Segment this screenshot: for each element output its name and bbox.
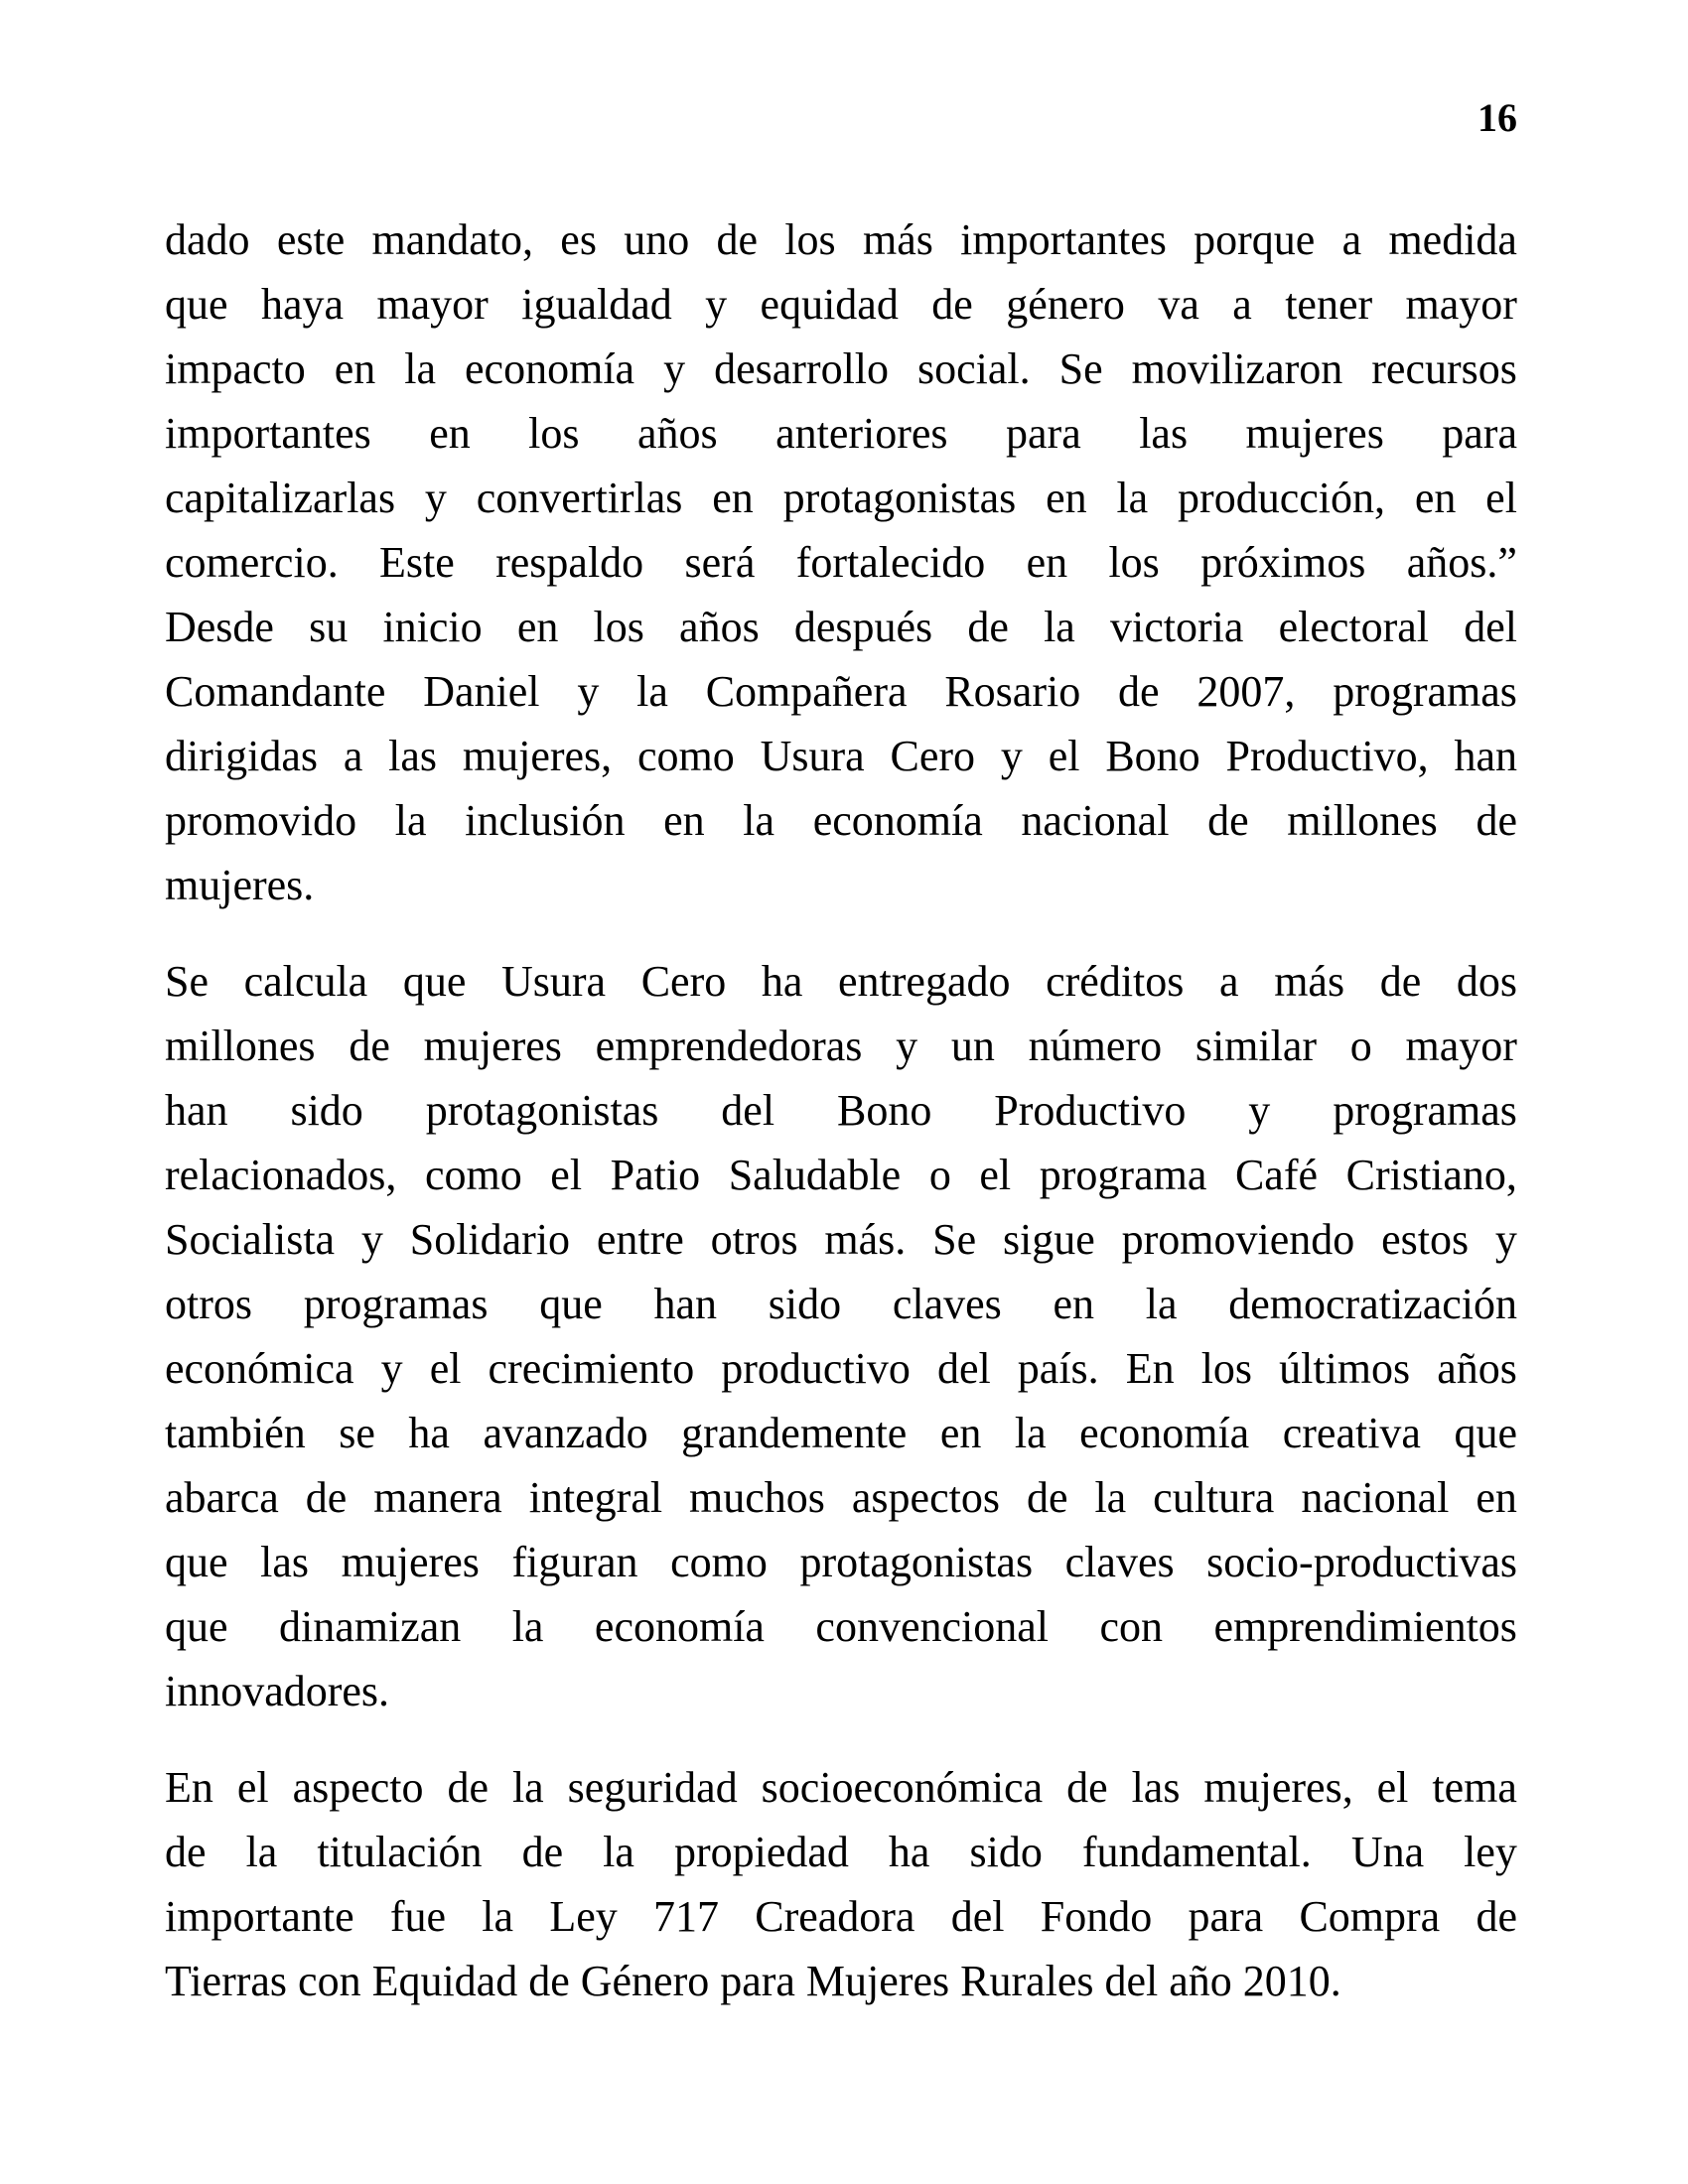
word: haya	[260, 280, 344, 329]
word: aspectos	[851, 1473, 1000, 1522]
word: el	[979, 1151, 1012, 1199]
word: protagonistas	[799, 1538, 1034, 1586]
word: mujeres.	[165, 861, 315, 909]
text-line	[165, 1820, 1517, 1884]
word: desarrollo	[714, 344, 890, 393]
word: que	[402, 957, 467, 1006]
word: nacional	[1021, 796, 1170, 845]
word: en	[1476, 1473, 1517, 1522]
word: con	[1099, 1602, 1163, 1651]
text-line	[165, 1014, 1517, 1078]
word: de	[1207, 796, 1249, 845]
word: el	[1485, 474, 1517, 522]
word: claves	[1064, 1538, 1175, 1586]
word: En	[165, 1763, 213, 1812]
word: Usura	[500, 957, 607, 1006]
word: en	[663, 796, 705, 845]
word: Se	[165, 957, 209, 1006]
word: años.”	[1406, 538, 1517, 587]
word: del	[950, 1892, 1005, 1941]
word: otros	[710, 1215, 798, 1264]
word: Solidario	[409, 1215, 571, 1264]
word: fundamental.	[1081, 1828, 1312, 1876]
word: programas	[303, 1280, 489, 1328]
word: la	[511, 1602, 544, 1651]
word: ha	[761, 957, 803, 1006]
word: la	[394, 796, 427, 845]
word: y	[705, 280, 728, 329]
word: Ley	[549, 1892, 618, 1941]
word: crecimiento	[488, 1344, 695, 1393]
word: equidad	[760, 280, 899, 329]
word: la	[603, 1828, 634, 1876]
text-line	[165, 788, 1517, 853]
word: dinamizan	[278, 1602, 462, 1651]
paragraph	[165, 949, 1517, 1723]
word: creativa	[1282, 1409, 1421, 1457]
word: el	[236, 1763, 269, 1812]
word: más	[862, 215, 933, 264]
word: fortalecido	[795, 538, 986, 587]
word: o	[928, 1151, 951, 1199]
word: Rosario	[944, 667, 1081, 716]
word: a	[343, 732, 363, 780]
word: de	[967, 603, 1009, 651]
word: la	[1094, 1473, 1127, 1522]
word: mayor	[1405, 280, 1517, 329]
word: social.	[917, 344, 1031, 393]
word: calcula	[243, 957, 368, 1006]
word: los	[1200, 1344, 1253, 1393]
word: o	[1349, 1022, 1372, 1070]
word: de	[1066, 1763, 1108, 1812]
text-line	[165, 530, 1517, 595]
word: de	[1379, 957, 1422, 1006]
word: han	[653, 1280, 717, 1328]
text-line	[165, 1530, 1517, 1594]
word: el	[550, 1151, 583, 1199]
word: Este	[379, 538, 455, 587]
word: será	[684, 538, 756, 587]
word: más.	[824, 1215, 907, 1264]
word: mujeres	[423, 1022, 562, 1070]
word: que	[165, 1538, 228, 1586]
word: y	[1248, 1086, 1271, 1135]
word: sigue	[1002, 1215, 1095, 1264]
word: democratización	[1228, 1280, 1517, 1328]
word: Se	[932, 1215, 977, 1264]
word: inclusión	[465, 796, 626, 845]
word: de	[716, 215, 759, 264]
word: uno	[624, 215, 690, 264]
word: Productivo	[994, 1086, 1187, 1135]
word: los	[784, 215, 836, 264]
word: manera	[373, 1473, 502, 1522]
word: porque	[1194, 215, 1316, 264]
word: la	[1014, 1409, 1047, 1457]
word: la	[482, 1892, 514, 1941]
word: impacto	[165, 344, 306, 393]
word: Café	[1234, 1151, 1319, 1199]
word: de	[1476, 1892, 1517, 1941]
word: y	[424, 474, 447, 522]
word: seguridad	[567, 1763, 738, 1812]
text-line	[165, 272, 1517, 337]
word: nacional	[1301, 1473, 1450, 1522]
paragraph	[165, 207, 1517, 917]
word: este	[276, 215, 346, 264]
word: a	[1219, 957, 1239, 1006]
word: y	[896, 1022, 918, 1070]
text-line	[165, 401, 1517, 466]
word: Usura	[760, 732, 865, 780]
word: la	[636, 667, 668, 716]
word: protagonistas	[782, 474, 1017, 522]
text-line	[165, 1465, 1517, 1530]
word: mujeres	[1245, 409, 1384, 458]
word: y	[380, 1344, 403, 1393]
text-line	[165, 1272, 1517, 1336]
word: protagonistas	[425, 1086, 659, 1135]
word: los	[528, 409, 580, 458]
word: grandemente	[681, 1409, 908, 1457]
word: de	[521, 1828, 564, 1876]
word: abarca	[165, 1473, 279, 1522]
word: va	[1158, 280, 1199, 329]
paragraph	[165, 1755, 1517, 2013]
word: capitalizarlas	[165, 474, 396, 522]
word: de	[349, 1022, 390, 1070]
word: Creadora	[755, 1892, 915, 1941]
word: programas	[1333, 1086, 1517, 1135]
word: En	[1125, 1344, 1175, 1393]
word: número	[1028, 1022, 1163, 1070]
word: mujeres,	[1203, 1763, 1353, 1812]
word: fue	[389, 1892, 447, 1941]
word: años	[1437, 1344, 1517, 1393]
word: promoviendo	[1121, 1215, 1355, 1264]
word: avanzado	[483, 1409, 648, 1457]
text-line	[165, 1401, 1517, 1465]
word: promovido	[165, 796, 357, 845]
word: de	[447, 1763, 489, 1812]
word: la	[1116, 474, 1149, 522]
word: millones	[1287, 796, 1438, 845]
word: Patio	[610, 1151, 701, 1199]
word: Comandante	[165, 667, 386, 716]
word: Cero	[890, 732, 976, 780]
word: 717	[652, 1892, 719, 1941]
word: a	[1341, 215, 1362, 264]
word: dado	[165, 215, 250, 264]
word: también	[165, 1409, 306, 1457]
word: se	[339, 1409, 375, 1457]
word: Fondo	[1040, 1892, 1153, 1941]
word: anteriores	[775, 409, 948, 458]
word: comercio.	[165, 538, 339, 587]
word: Compra	[1299, 1892, 1441, 1941]
text-line	[165, 1594, 1517, 1659]
word: Saludable	[728, 1151, 902, 1199]
word: entregado	[838, 957, 1011, 1006]
word: de	[931, 280, 973, 329]
word: créditos	[1046, 957, 1185, 1006]
word: que	[1454, 1409, 1517, 1457]
word: y	[1000, 732, 1023, 780]
word: su	[309, 603, 349, 651]
word: programa	[1039, 1151, 1207, 1199]
word: respaldo	[495, 538, 644, 587]
word: medida	[1388, 215, 1517, 264]
word: y	[1494, 1215, 1517, 1264]
word: importantes	[960, 215, 1167, 264]
word: Cristiano,	[1345, 1151, 1517, 1199]
word: para	[1442, 409, 1517, 458]
word: para	[1006, 409, 1081, 458]
word: ha	[408, 1409, 450, 1457]
text-line	[165, 949, 1517, 1014]
word: las	[388, 732, 438, 780]
word: las	[260, 1538, 309, 1586]
word: Socialista	[165, 1215, 336, 1264]
word: económica	[165, 1344, 354, 1393]
word: Daniel	[423, 667, 540, 716]
word: titulación	[317, 1828, 483, 1876]
word: como	[637, 732, 735, 780]
word: la	[404, 344, 437, 393]
word: sido	[290, 1086, 363, 1135]
word: mandato,	[371, 215, 534, 264]
word: importantes	[165, 409, 371, 458]
text-line	[165, 1659, 1517, 1723]
word: es	[560, 215, 597, 264]
word: mujeres,	[462, 732, 613, 780]
word: de	[1118, 667, 1160, 716]
word: del	[721, 1086, 775, 1135]
word: y	[360, 1215, 383, 1264]
word: tener	[1285, 280, 1373, 329]
word: en	[1046, 474, 1087, 522]
page-number: 16	[1477, 95, 1517, 140]
word: las	[1139, 409, 1189, 458]
word: Se	[1058, 344, 1103, 393]
text-line	[165, 595, 1517, 659]
word: convertirlas	[476, 474, 683, 522]
text-line	[165, 659, 1517, 724]
word: programas	[1333, 667, 1517, 716]
word: socio-productivas	[1206, 1538, 1517, 1586]
word: que	[165, 280, 228, 329]
word: relacionados,	[165, 1151, 397, 1199]
word: los	[1108, 538, 1160, 587]
word: la	[1145, 1280, 1178, 1328]
word: dos	[1456, 957, 1517, 1006]
word: de	[165, 1828, 207, 1876]
word: han	[1454, 732, 1517, 780]
word: de	[1476, 796, 1517, 845]
word: emprendedoras	[595, 1022, 863, 1070]
word: muchos	[689, 1473, 825, 1522]
word: ha	[888, 1828, 930, 1876]
word: recursos	[1371, 344, 1517, 393]
word: años	[636, 409, 718, 458]
word: claves	[892, 1280, 1002, 1328]
text-line	[165, 853, 1517, 917]
word: el	[1048, 732, 1080, 780]
word: como	[670, 1538, 768, 1586]
word: Productivo,	[1225, 732, 1429, 780]
text-line	[165, 1143, 1517, 1207]
word: el	[1376, 1763, 1409, 1812]
word: Desde	[165, 603, 274, 651]
word: que	[165, 1602, 228, 1651]
word: cultura	[1153, 1473, 1275, 1522]
word: la	[245, 1828, 278, 1876]
word: en	[712, 474, 754, 522]
word: para	[1188, 1892, 1264, 1941]
word: el	[429, 1344, 462, 1393]
word: las	[1131, 1763, 1181, 1812]
word: últimos	[1279, 1344, 1411, 1393]
word: en	[429, 409, 471, 458]
word: electoral	[1278, 603, 1430, 651]
word: del	[1464, 603, 1517, 651]
word: producción,	[1178, 474, 1385, 522]
word: movilizaron	[1131, 344, 1343, 393]
word: de	[1026, 1473, 1068, 1522]
word: la	[1044, 603, 1075, 651]
word: próximos	[1200, 538, 1366, 587]
word: sido	[768, 1280, 842, 1328]
word: años	[679, 603, 760, 651]
word: los	[593, 603, 644, 651]
word: del	[936, 1344, 991, 1393]
word: convencional	[815, 1602, 1049, 1651]
word: similar	[1195, 1022, 1318, 1070]
word: Una	[1350, 1828, 1425, 1876]
word: un	[950, 1022, 995, 1070]
word: sido	[969, 1828, 1043, 1876]
text-line	[165, 1884, 1517, 1949]
word: de	[305, 1473, 348, 1522]
word: economía	[594, 1602, 765, 1651]
word: otros	[165, 1280, 252, 1328]
word: economía	[1079, 1409, 1250, 1457]
text-body	[165, 207, 1517, 2013]
word: mayor	[376, 280, 489, 329]
word: tema	[1432, 1763, 1517, 1812]
word: victoria	[1110, 603, 1244, 651]
word: productivo	[721, 1344, 911, 1393]
word: integral	[528, 1473, 663, 1522]
word: más	[1274, 957, 1345, 1006]
word: 2007,	[1196, 667, 1296, 716]
word: y	[577, 667, 600, 716]
word: propiedad	[673, 1828, 849, 1876]
word: Cero	[640, 957, 727, 1006]
word: en	[1414, 474, 1457, 522]
word: después	[793, 603, 933, 651]
text-line	[165, 337, 1517, 401]
word: que	[539, 1280, 603, 1328]
word: estos	[1381, 1215, 1470, 1264]
word: mayor	[1405, 1022, 1517, 1070]
word: socioeconómica	[761, 1763, 1044, 1812]
text-line	[165, 466, 1517, 530]
word: ley	[1464, 1828, 1517, 1876]
word: aspecto	[292, 1763, 424, 1812]
text-line	[165, 1078, 1517, 1143]
word: a	[1232, 280, 1252, 329]
text-line	[165, 207, 1517, 272]
word: en	[1026, 538, 1068, 587]
word: Tierras con Equidad de Género para Mujeres Rurales del año 2010.	[165, 1957, 1341, 2005]
word: inicio	[382, 603, 483, 651]
text-line	[165, 724, 1517, 788]
text-line	[165, 1207, 1517, 1272]
word: en	[334, 344, 376, 393]
word: economía	[465, 344, 635, 393]
word: en	[1053, 1280, 1095, 1328]
word: innovadores.	[165, 1667, 390, 1715]
word: Bono	[1105, 732, 1200, 780]
word: dirigidas	[165, 732, 318, 780]
word: igualdad	[521, 280, 672, 329]
text-line	[165, 1336, 1517, 1401]
word: figuran	[511, 1538, 638, 1586]
word: la	[511, 1763, 544, 1812]
word: la	[743, 796, 775, 845]
word: importante	[165, 1892, 354, 1941]
word: en	[516, 603, 559, 651]
text-line	[165, 1949, 1517, 2013]
word: emprendimientos	[1213, 1602, 1517, 1651]
word: en	[939, 1409, 982, 1457]
word: y	[663, 344, 686, 393]
word: género	[1006, 280, 1125, 329]
word: millones	[165, 1022, 316, 1070]
text-line	[165, 1755, 1517, 1820]
word: como	[424, 1151, 522, 1199]
word: país.	[1017, 1344, 1099, 1393]
word: Compañera	[705, 667, 908, 716]
word: economía	[812, 796, 983, 845]
word: entre	[596, 1215, 684, 1264]
word: Bono	[836, 1086, 932, 1135]
word: han	[165, 1086, 228, 1135]
word: mujeres	[341, 1538, 480, 1586]
